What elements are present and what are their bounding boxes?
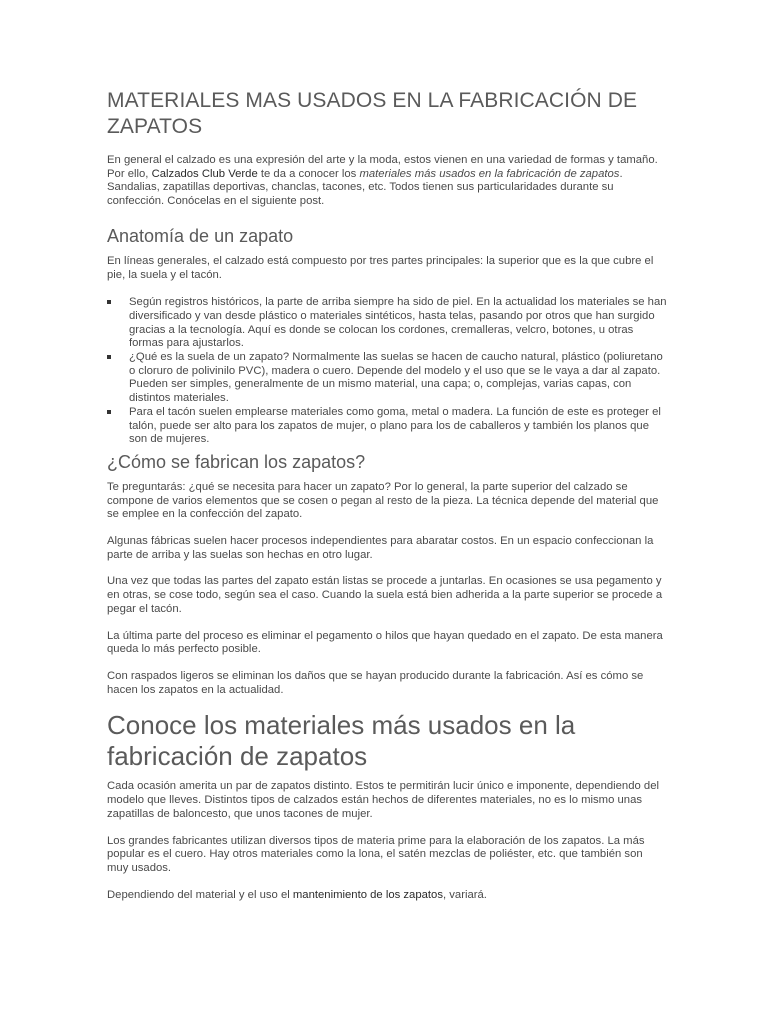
mantenimiento-text-1: Dependiendo del material y el uso el [107, 888, 293, 901]
fabrican-paragraph: Algunas fábricas suelen hacer procesos independientes para abaratar costos. En un espacio confeccionan la parte de arriba y las suelas son hechas en otro lugar. [107, 535, 654, 561]
intro-text-2: te da a conocer los [257, 167, 360, 180]
intro-text-3: . Sandalias, zapatillas deportivas, chanclas, tacones, etc. Todos tienen sus particularidades durante su confección. Conócelas en el siguiente post. [107, 167, 623, 208]
fabrican-paragraph: Con raspados ligeros se eliminan los daños que se hayan producido durante la fabricación. Así es cómo se hacen los zapatos en la actualidad. [107, 669, 644, 696]
fabrican-paragraph: La última parte del proceso es eliminar el pegamento o hilos que hayan quedado en el zapato. De esta manera queda lo más perfecto posible. [107, 629, 663, 656]
list-item-text: Para el tacón suelen emplearse materiales como goma, metal o madera. La función de este es proteger el talón, puede ser alto para los zapatos de mujer, o plano para los de caballeros y también los planos que son de mujeres. [129, 405, 661, 446]
materiales-paragraph: Cada ocasión amerita un par de zapatos distinto. Estos te permitirán lucir único e imponente, dependiendo del modelo que lleves. Distintos tipos de calzados están hechos de diferentes materiales, no es lo mismo unas zapatillas de baloncesto, que unos tacones de mujer. [107, 780, 659, 820]
intro-emphasis: materiales más usados en la fabricación de zapatos [359, 167, 620, 180]
calzados-club-verde-link[interactable]: Calzados Club Verde [151, 167, 258, 180]
document-page [107, 88, 667, 915]
anatomia-bullet-list [107, 296, 667, 447]
list-item [107, 351, 667, 406]
bullet-icon [107, 355, 111, 359]
section-heading-materiales: Conoce los materiales más usados en la fabricación de zapatos [107, 710, 576, 772]
fabrican-paragraph: Te preguntarás: ¿qué se necesita para hacer un zapato? Por lo general, la parte superior del calzado se compone de varios elementos que se cosen o pegan al resto de la pieza. La técnica depende del material que se emplee en la confección del zapato. [107, 480, 659, 521]
intro-paragraph [107, 154, 667, 209]
intro-text-1: En general el calzado es una expresión del arte y la moda, estos vienen en una variedad de formas y tamaño. Por ello, [107, 154, 658, 180]
mantenimiento-link[interactable]: mantenimiento de los zapatos [292, 888, 443, 901]
bullet-icon [107, 300, 111, 304]
list-item-text: ¿Qué es la suela de un zapato? Normalmente las suelas se hacen de caucho natural, plástico (poliuretano o cloruro de polivinilo PVC), madera o cuero. Depende del modelo y el uso que se le vaya a dar al zapato. Pueden ser simples, generalmente de un mismo material, una capa; o, complejas, varias capas, con distintos materiales. [129, 351, 663, 405]
mantenimiento-paragraph [107, 889, 667, 903]
list-item-text: Según registros históricos, la parte de arriba siempre ha sido de piel. En la actualidad los materiales se han diversificado y van desde plástico o materiales sintéticos, hasta telas, pasando por otros que han surgido gracias a la tecnología. Aquí es donde se colocan los cordones, cremalleras, velcro, botones, u otras formas para ajustarlos. [129, 296, 667, 350]
section-heading-anatomia: Anatomía de un zapato [107, 225, 294, 246]
anatomia-paragraph: En líneas generales, el calzado está compuesto por tres partes principales: la superior que es la que cubre el pie, la suela y el tacón. [107, 254, 654, 281]
section-heading-fabrican: ¿Cómo se fabrican los zapatos? [107, 451, 366, 472]
fabrican-paragraph: Una vez que todas las partes del zapato están listas se procede a juntarlas. En ocasiones se usa pegamento y en otras, se cose todo, según sea el caso. Cuando la suela está bien adherida a la parte superior se procede a pegar el tacón. [107, 575, 663, 615]
mantenimiento-text-2: , variará. [442, 888, 487, 901]
list-item [107, 296, 667, 351]
article-title: MATERIALES MAS USADOS EN LA FABRICACIÓN DE ZAPATOS [107, 89, 638, 138]
materiales-paragraph: Los grandes fabricantes utilizan diversos tipos de materia prime para la elaboración de los zapatos. La más popular es el cuero. Hay otros materiales como la lona, el satén mezclas de poliéster, etc. que también son muy usados. [107, 834, 645, 874]
bullet-icon [107, 410, 111, 414]
list-item [107, 406, 667, 447]
